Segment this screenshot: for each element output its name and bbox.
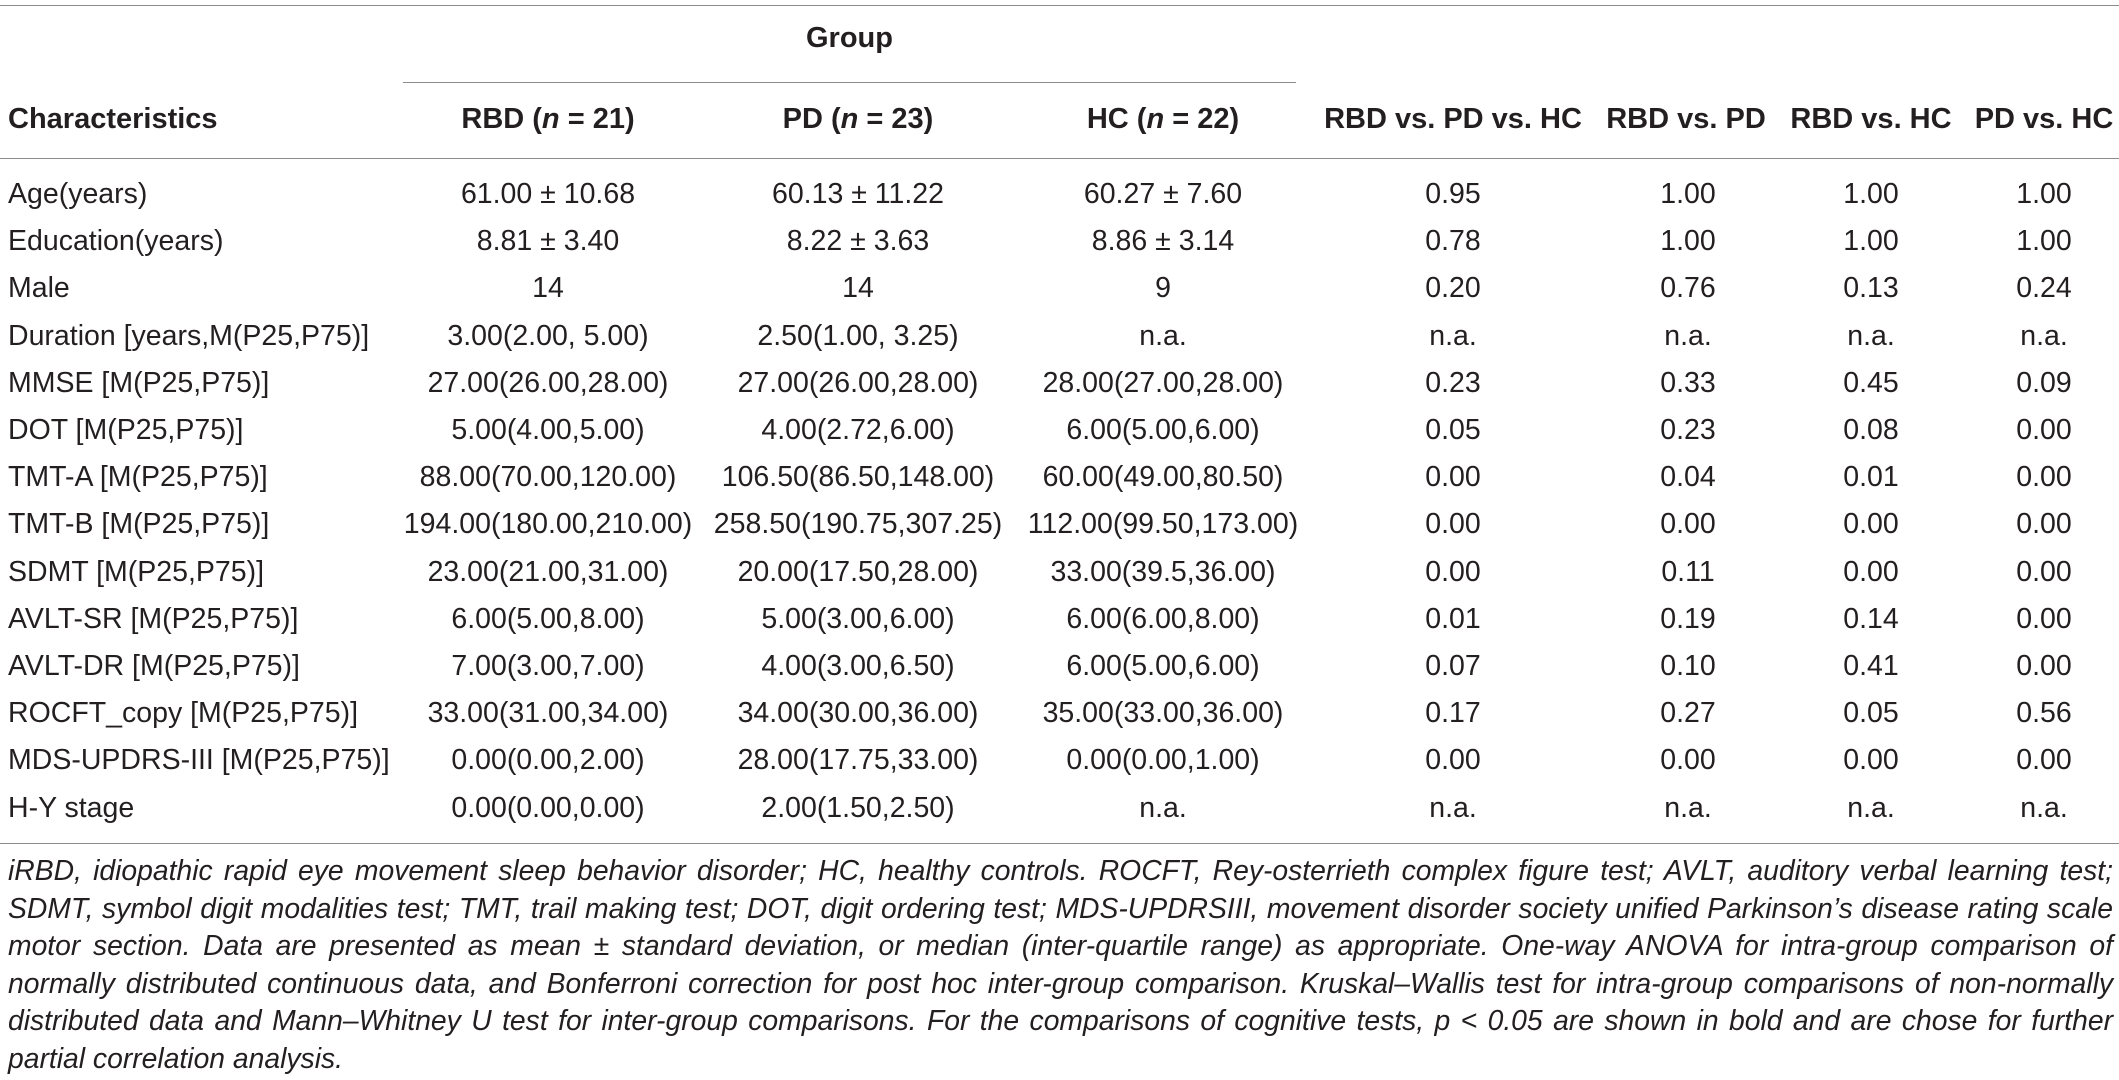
cell-characteristic: AVLT-DR [M(P25,P75)] (8, 649, 300, 682)
cell-hc: 0.00(0.00,1.00) (1066, 744, 1260, 777)
cell-p-pd-hc: 0.56 (2016, 697, 2072, 730)
cell-pd: 2.50(1.00, 3.25) (757, 319, 959, 352)
cell-p-rbd-pd: 0.23 (1660, 414, 1716, 447)
cell-p-pd-hc: n.a. (2020, 791, 2068, 824)
cell-characteristic: Education(years) (8, 225, 224, 258)
cell-p-rbd-pd: n.a. (1664, 319, 1712, 352)
cell-hc: 6.00(5.00,6.00) (1066, 649, 1260, 682)
cell-p-pd-hc: 0.00 (2016, 508, 2072, 541)
cell-p-pd-hc: 0.00 (2016, 414, 2072, 447)
cell-p-pd-hc: 0.00 (2016, 744, 2072, 777)
cell-p-pd-hc: 0.24 (2016, 272, 2072, 305)
cell-p-rbd-hc: 1.00 (1843, 178, 1899, 211)
cell-pd: 34.00(30.00,36.00) (737, 697, 979, 730)
header-p-all: RBD vs. PD vs. HC (1324, 103, 1582, 135)
cell-hc: 6.00(5.00,6.00) (1066, 414, 1260, 447)
cell-p-rbd-hc: 0.00 (1843, 555, 1899, 588)
cell-p-all: 0.78 (1425, 225, 1481, 258)
table-row (0, 454, 2119, 501)
table-row (0, 407, 2119, 454)
cell-p-pd-hc: 0.00 (2016, 602, 2072, 635)
data-table-body (0, 171, 2119, 832)
cell-characteristic: ROCFT_copy [M(P25,P75)] (8, 697, 359, 730)
cell-p-rbd-pd: 0.11 (1661, 555, 1715, 588)
cell-p-rbd-hc: 0.05 (1843, 697, 1899, 730)
cell-rbd: 8.81 ± 3.40 (476, 225, 620, 258)
cell-pd: 60.13 ± 11.22 (771, 178, 944, 211)
cell-p-rbd-pd: 0.10 (1660, 649, 1716, 682)
cell-rbd: 88.00(70.00,120.00) (419, 461, 677, 494)
cell-hc: 28.00(27.00,28.00) (1042, 366, 1284, 399)
table-row (0, 171, 2119, 218)
header-rbd: RBD (n = 21) (461, 103, 635, 135)
cell-hc: 35.00(33.00,36.00) (1042, 697, 1284, 730)
cell-p-rbd-hc: 0.13 (1843, 272, 1899, 305)
cell-p-pd-hc: n.a. (2020, 319, 2068, 352)
cell-p-pd-hc: 1.00 (2016, 178, 2072, 211)
cell-p-all: 0.00 (1425, 508, 1481, 541)
cell-p-rbd-hc: 0.00 (1843, 744, 1899, 777)
cell-hc: 112.00(99.50,173.00) (1027, 508, 1299, 541)
cell-hc: 9 (1155, 272, 1171, 305)
cell-pd: 8.22 ± 3.63 (786, 225, 930, 258)
cell-p-rbd-hc: n.a. (1847, 319, 1895, 352)
cell-hc: n.a. (1139, 319, 1187, 352)
cell-rbd: 14 (532, 272, 564, 305)
header-hc: HC (n = 22) (1086, 103, 1240, 135)
cell-p-all: n.a. (1429, 319, 1477, 352)
cell-characteristic: TMT-B [M(P25,P75)] (8, 508, 270, 541)
cell-pd: 4.00(3.00,6.50) (761, 649, 955, 682)
cell-pd: 2.00(1.50,2.50) (761, 791, 955, 824)
header-p-pd-hc: PD vs. HC (1974, 103, 2114, 135)
cell-characteristic: MMSE [M(P25,P75)] (8, 366, 270, 399)
cell-hc: n.a. (1139, 791, 1187, 824)
header-p-rbd-hc: RBD vs. HC (1790, 103, 1952, 135)
cell-p-rbd-pd: 0.33 (1660, 366, 1716, 399)
cell-pd: 27.00(26.00,28.00) (737, 366, 979, 399)
cell-characteristic: TMT-A [M(P25,P75)] (8, 461, 268, 494)
cell-p-rbd-hc: 0.14 (1843, 602, 1899, 635)
cell-characteristic: Age(years) (8, 178, 148, 211)
table-rows (0, 171, 2119, 832)
cell-p-all: 0.00 (1425, 555, 1481, 588)
cell-characteristic: Male (8, 272, 70, 305)
table-bottom-rule (0, 843, 2119, 844)
cell-characteristic: SDMT [M(P25,P75)] (8, 555, 265, 588)
cell-p-rbd-pd: 0.00 (1660, 508, 1716, 541)
table-footnote: iRBD, idiopathic rapid eye movement sleep behavior disorder; HC, healthy controls. ROCFT, Rey-osterrieth complex figure test; AVLT, auditory verbal learning test; SDMT, symbol digit modalities test; TMT, trail making test; DOT, digit ordering test; MDS-UPDRSIII, movement disorder society unified Parkinson’s disease rating scale motor section. Data are presented as mean ± standard deviation, or median (inter-quartile range) as appropriate. One-way ANOVA for intra-group comparison of normally distributed continuous data, and Bonferroni correction for post hoc inter-group comparison. Kruskal–Wallis test for intra-group comparisons of non-normally distributed data and Mann–Whitney U test for inter-group comparisons. For the comparisons of cognitive tests, p < 0.05 are shown in bold and are chose for further partial correlation analysis. (8, 854, 2113, 1074)
table-row (0, 218, 2119, 265)
cell-pd: 5.00(3.00,6.00) (761, 602, 955, 635)
table-row (0, 690, 2119, 737)
cell-rbd: 23.00(21.00,31.00) (427, 555, 669, 588)
cell-pd: 106.50(86.50,148.00) (721, 461, 995, 494)
cell-rbd: 0.00(0.00,2.00) (451, 744, 645, 777)
cell-characteristic: AVLT-SR [M(P25,P75)] (8, 602, 299, 635)
cell-p-pd-hc: 0.00 (2016, 461, 2072, 494)
cell-hc: 33.00(39.5,36.00) (1050, 555, 1276, 588)
cell-p-rbd-hc: 0.45 (1843, 366, 1899, 399)
cell-p-rbd-hc: 0.01 (1843, 461, 1899, 494)
cell-p-pd-hc: 0.00 (2016, 649, 2072, 682)
cell-p-all: 0.17 (1425, 697, 1481, 730)
table-row (0, 596, 2119, 643)
cell-hc: 8.86 ± 3.14 (1091, 225, 1235, 258)
cell-rbd: 3.00(2.00, 5.00) (447, 319, 649, 352)
cell-characteristic: DOT [M(P25,P75)] (8, 414, 244, 447)
table-row (0, 360, 2119, 407)
table-row (0, 501, 2119, 548)
cell-p-rbd-pd: 0.19 (1660, 602, 1716, 635)
cell-p-all: 0.20 (1425, 272, 1481, 305)
cell-p-all: 0.00 (1425, 744, 1481, 777)
cell-characteristic: Duration [years,M(P25,P75)] (8, 319, 370, 352)
cell-rbd: 33.00(31.00,34.00) (427, 697, 669, 730)
cell-p-rbd-pd: 0.27 (1660, 697, 1716, 730)
cell-pd: 28.00(17.75,33.00) (737, 744, 979, 777)
table-row (0, 737, 2119, 784)
cell-p-rbd-pd: 1.00 (1660, 178, 1716, 211)
cell-p-rbd-hc: 1.00 (1843, 225, 1899, 258)
cell-p-rbd-hc: 0.41 (1843, 649, 1899, 682)
table-row (0, 313, 2119, 360)
table-top-rule (0, 5, 2119, 6)
cell-hc: 6.00(6.00,8.00) (1066, 602, 1260, 635)
cell-p-all: 0.07 (1425, 649, 1481, 682)
cell-p-rbd-pd: n.a. (1664, 791, 1712, 824)
cell-p-rbd-pd: 0.76 (1660, 272, 1716, 305)
cell-rbd: 27.00(26.00,28.00) (427, 366, 669, 399)
header-bottom-rule (0, 158, 2119, 159)
cell-p-rbd-hc: 0.08 (1843, 414, 1899, 447)
cell-pd: 258.50(190.75,307.25) (713, 508, 1003, 541)
cell-characteristic: MDS-UPDRS-III [M(P25,P75)] (8, 744, 390, 777)
table-row (0, 549, 2119, 596)
cell-p-all: n.a. (1429, 791, 1477, 824)
table-row (0, 784, 2119, 831)
cell-p-all: 0.05 (1425, 414, 1481, 447)
cell-pd: 4.00(2.72,6.00) (761, 414, 955, 447)
cell-pd: 20.00(17.50,28.00) (737, 555, 979, 588)
cell-p-pd-hc: 1.00 (2016, 225, 2072, 258)
cell-p-rbd-hc: n.a. (1847, 791, 1895, 824)
cell-hc: 60.27 ± 7.60 (1083, 178, 1243, 211)
cell-rbd: 6.00(5.00,8.00) (451, 602, 645, 635)
cell-hc: 60.00(49.00,80.50) (1042, 461, 1284, 494)
cell-p-rbd-hc: 0.00 (1843, 508, 1899, 541)
cell-p-rbd-pd: 1.00 (1660, 225, 1716, 258)
cell-rbd: 7.00(3.00,7.00) (451, 649, 645, 682)
cell-p-rbd-pd: 0.04 (1660, 461, 1716, 494)
header-pd: PD (n = 23) (782, 103, 934, 135)
cell-p-all: 0.23 (1425, 366, 1481, 399)
group-header: Group (806, 22, 893, 54)
header-p-rbd-pd: RBD vs. PD (1606, 103, 1766, 135)
cell-p-all: 0.01 (1425, 602, 1481, 635)
cell-characteristic: H-Y stage (8, 791, 135, 824)
table-row (0, 265, 2119, 312)
cell-pd: 14 (842, 272, 874, 305)
header-characteristics: Characteristics (8, 103, 218, 135)
table-row (0, 643, 2119, 690)
cell-rbd: 194.00(180.00,210.00) (403, 508, 693, 541)
group-underline (403, 82, 1296, 83)
cell-p-all: 0.95 (1425, 178, 1481, 211)
cell-p-rbd-pd: 0.00 (1660, 744, 1716, 777)
cell-rbd: 5.00(4.00,5.00) (451, 414, 645, 447)
cell-p-all: 0.00 (1425, 461, 1481, 494)
cell-p-pd-hc: 0.09 (2016, 366, 2072, 399)
cell-rbd: 61.00 ± 10.68 (460, 178, 636, 211)
cell-p-pd-hc: 0.00 (2016, 555, 2072, 588)
cell-rbd: 0.00(0.00,0.00) (451, 791, 645, 824)
